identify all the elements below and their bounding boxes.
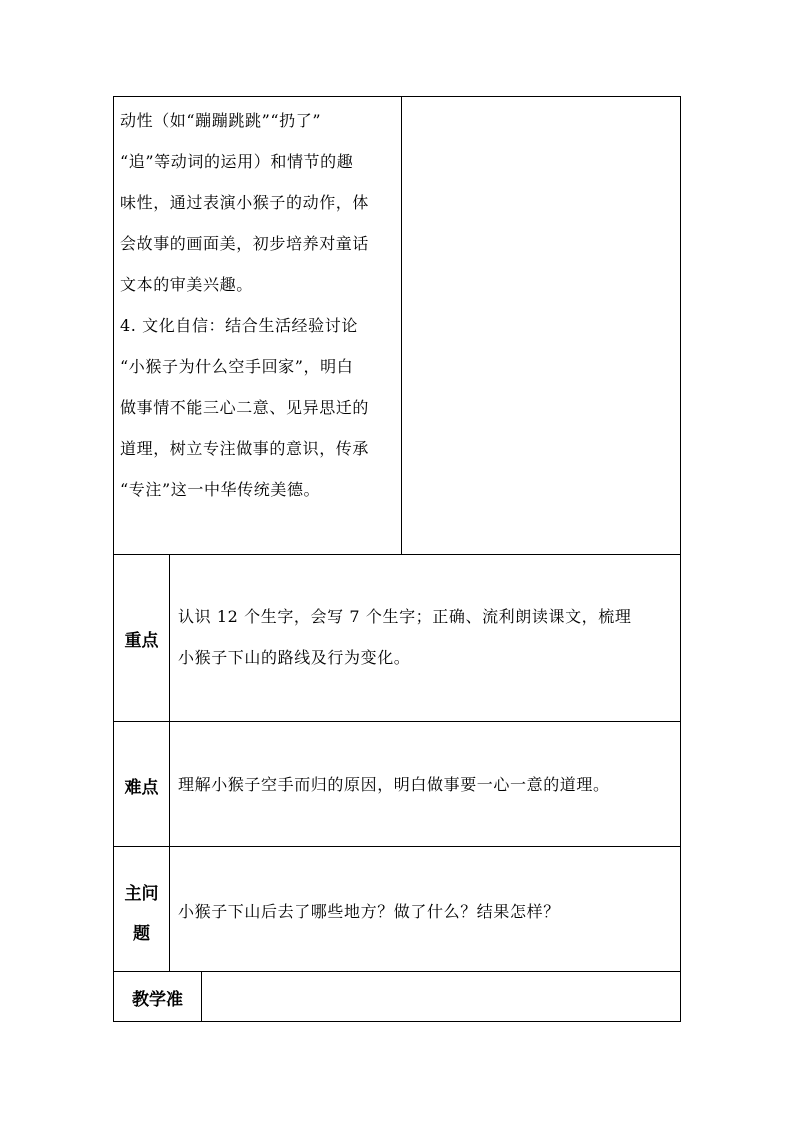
column-divider (201, 971, 202, 1021)
row-divider (113, 554, 681, 555)
text-line: 动性（如“蹦蹦跳跳”“扔了” (120, 111, 322, 130)
text-line: 小猴子下山的路线及行为变化。 (178, 648, 411, 667)
row-divider (113, 721, 681, 722)
objectives-continued-text (120, 100, 369, 510)
text-line: “追”等动词的运用）和情节的趣 (120, 152, 354, 171)
main-question-label-line2: 题 (133, 924, 150, 944)
row-divider (113, 971, 681, 972)
table-border-top (113, 96, 681, 97)
text-line: “小猴子为什么空手回家”，明白 (120, 357, 354, 376)
difficulties-text: 理解小猴子空手而归的原因，明白做事要一心一意的道理。 (178, 775, 610, 794)
text-line: 文本的审美兴趣。 (120, 275, 253, 294)
text-line: “专注”这一中华传统美德。 (120, 480, 321, 499)
text-line: 4. 文化自信：结合生活经验讨论 (120, 316, 358, 335)
column-divider (401, 96, 402, 554)
text-line: 做事情不能三心二意、见异思迁的 (120, 398, 370, 417)
preparation-label: 教学准 (132, 990, 183, 1010)
column-divider (169, 554, 170, 971)
row-divider (113, 846, 681, 847)
text-line: 味性，通过表演小猴子的动作，体 (120, 193, 370, 212)
table-border-bottom (113, 1021, 681, 1022)
key-points-label: 重点 (124, 631, 159, 651)
text-line: 认识 12 个生字，会写 7 个生字；正确、流利朗读课文，梳理 (178, 607, 632, 626)
main-question-label-line1: 主问 (124, 884, 159, 904)
table-border-right (680, 96, 681, 1022)
text-line: 道理，树立专注做事的意识，传承 (120, 439, 370, 458)
text-line: 会故事的画面美，初步培养对童话 (120, 234, 370, 253)
main-question-text: 小猴子下山后去了哪些地方？做了什么？结果怎样？ (178, 902, 560, 921)
key-points-text (178, 596, 631, 678)
difficulties-label: 难点 (124, 778, 159, 798)
